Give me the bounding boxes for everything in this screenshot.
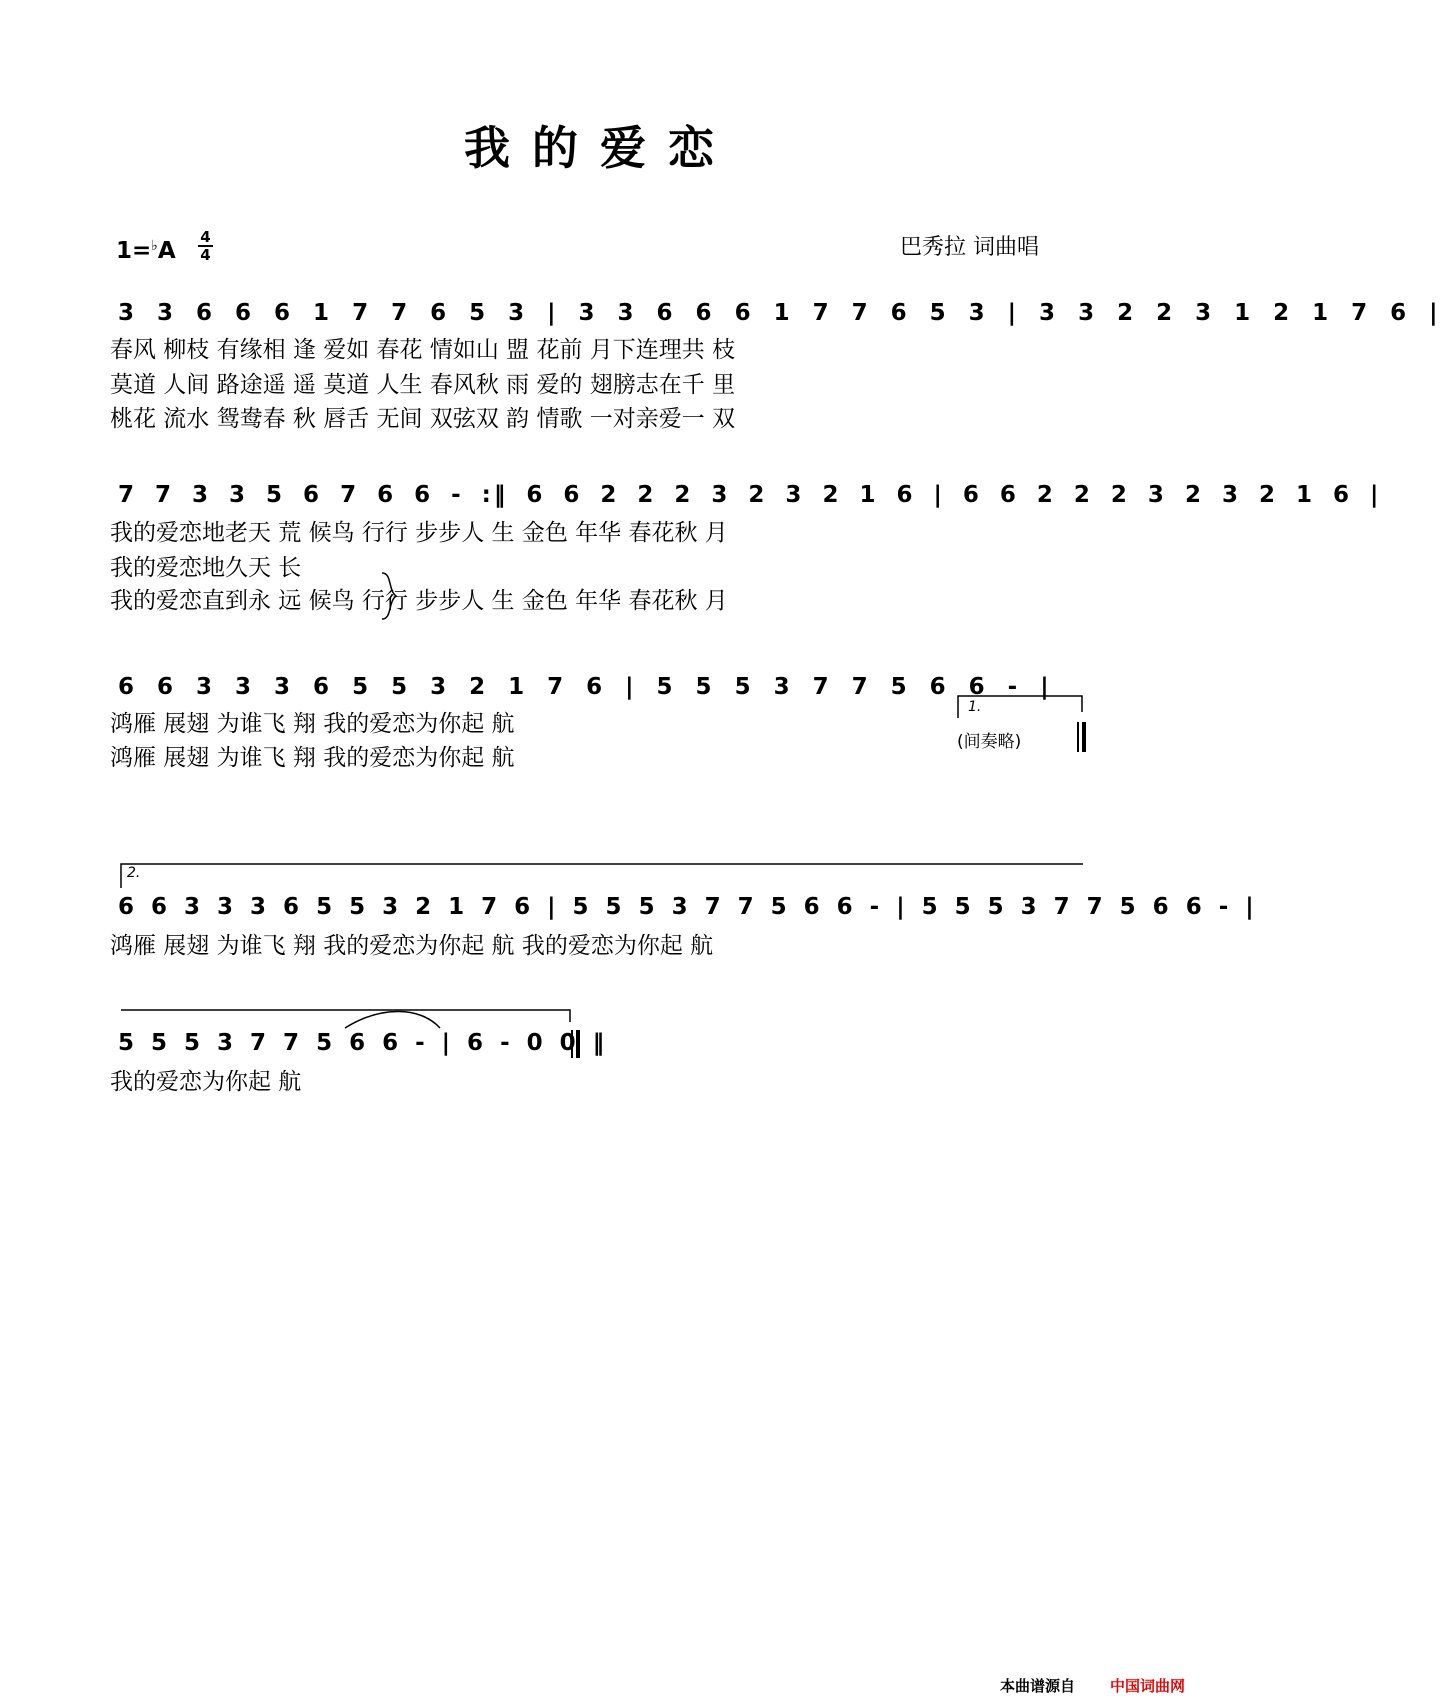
page-title: 我的爱恋 bbox=[464, 121, 736, 175]
footer-source: 本曲谱源自 bbox=[1000, 1677, 1076, 1695]
notes-row-2: 7 7 3 3 5 6 7 6 6 - :‖ 6 6 2 2 2 3 2 3 2 1 6 | 6 6 2 2 2 3 2 3 2 1 6 | bbox=[118, 482, 1382, 508]
lyrics-row-2-verse-2: 我的爱恋地久天 长 bbox=[110, 555, 302, 581]
credit-line: 巴秀拉 词曲唱 bbox=[900, 235, 1039, 260]
lyrics-row-1-verse-1: 春风 柳枝 有缘相 逢 爱如 春花 情如山 盟 花前 月下连理共 枝 bbox=[110, 337, 736, 363]
key-signature: 1=♭A bbox=[116, 238, 176, 264]
time-signature: 4 4 bbox=[198, 229, 213, 263]
notes-row-3: 6 6 3 3 3 6 5 5 3 2 1 7 6 | 5 5 5 3 7 7 5 6 6 - | bbox=[118, 674, 1052, 700]
lyrics-row-2-verse-3: 我的爱恋直到永 远 候鸟 行行 步步人 生 金色 年华 春花秋 月 bbox=[110, 588, 728, 614]
lyrics-row-2-verse-1: 我的爱恋地老天 荒 候鸟 行行 步步人 生 金色 年华 春花秋 月 bbox=[110, 520, 728, 546]
notes-row-4: 6 6 3 3 3 6 5 5 3 2 1 7 6 | 5 5 5 3 7 7 5 6 6 - | 5 5 5 3 7 7 5 6 6 - | bbox=[118, 894, 1256, 920]
lyrics-row-5: 我的爱恋为你起 航 bbox=[110, 1069, 302, 1095]
lyrics-row-1-verse-2: 莫道 人间 路途遥 遥 莫道 人生 春风秋 雨 爱的 翅膀志在千 里 bbox=[110, 372, 736, 398]
volta-1-label: 1. bbox=[968, 699, 982, 715]
lyrics-row-4: 鸿雁 展翅 为谁飞 翔 我的爱恋为你起 航 我的爱恋为你起 航 bbox=[110, 933, 714, 959]
lyrics-row-1-verse-3: 桃花 流水 鸳鸯春 秋 唇舌 无间 双弦双 韵 情歌 一对亲爱一 双 bbox=[110, 406, 736, 432]
notes-row-5: 5 5 5 3 7 7 5 6 6 - | 6 - 0 0 ‖ bbox=[118, 1030, 607, 1056]
interlude-note: (间奏略) bbox=[957, 732, 1022, 752]
lyrics-row-3-verse-1: 鸿雁 展翅 为谁飞 翔 我的爱恋为你起 航 bbox=[110, 711, 515, 737]
notes-row-1: 3 3 6 6 6 1 7 7 6 5 3 | 3 3 6 6 6 1 7 7 6 5 3 | 3 3 2 2 3 1 2 1 7 6 | bbox=[118, 300, 1441, 326]
footer-site-link[interactable]: 中国词曲网 bbox=[1110, 1677, 1186, 1695]
volta-2-label: 2. bbox=[127, 865, 141, 881]
lyrics-row-3-verse-2: 鸿雁 展翅 为谁飞 翔 我的爱恋为你起 航 bbox=[110, 745, 515, 771]
